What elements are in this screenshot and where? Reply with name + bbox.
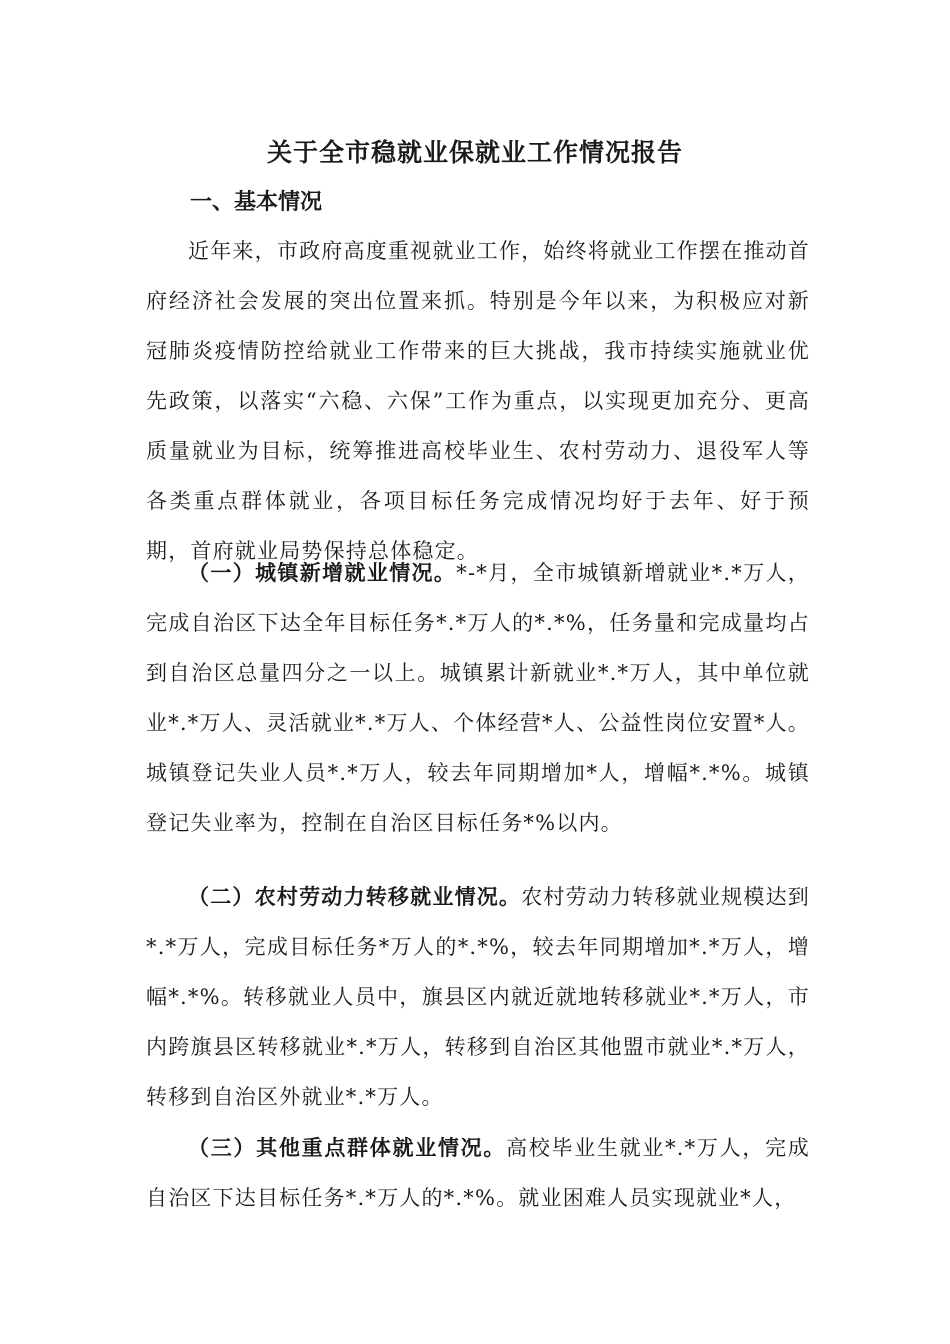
subsection-lead-urban-employment: （一）城镇新增就业情况。 [188,560,457,585]
paragraph-urban-employment [146,548,810,848]
subsection-text-rural-labor: 农村劳动力转移就业规模达到*.*万人，完成目标任务*万人的*.*%，较去年同期增加*.*万人，增幅*.*%。转移就业人员中，旗县区内就近就地转移就业*.*万人，市内跨旗县区转移就业*.*万人，转移到自治区其他盟市就业*.*万人，转移到自治区外就业*.*万人。 [146,885,810,1109]
section-heading-basic-situation: 一、基本情况 [190,189,323,215]
subsection-text-urban-employment: *-*月，全市城镇新增就业*.*万人，完成自治区下达全年目标任务*.*万人的*.*%，任务量和完成量均占到自治区总量四分之一以上。城镇累计新就业*.*万人，其中单位就业*.*万人、灵活就业*.*万人、个体经营*人、公益性岗位安置*人。城镇登记失业人员*.*万人，较去年同期增加*人，增幅*.*%。城镇登记失业率为，控制在自治区目标任务*%以内。 [146,561,810,835]
subsection-rural-labor [146,872,810,1122]
paragraph-key-groups [146,1123,810,1223]
document-title: 关于全市稳就业保就业工作情况报告 [266,138,683,167]
subsection-text-key-groups: 高校毕业生就业*.*万人，完成自治区下达目标任务*.*万人的*.*%。就业困难人员实现就业*人， [146,1136,810,1210]
subsection-lead-key-groups: （三）其他重点群体就业情况。 [188,1135,507,1160]
paragraph-rural-labor [146,872,810,1122]
intro-paragraph-block [146,226,810,576]
intro-paragraph: 近年来，市政府高度重视就业工作，始终将就业工作摆在推动首府经济社会发展的突出位置来抓。特别是今年以来，为积极应对新冠肺炎疫情防控给就业工作带来的巨大挑战，我市持续实施就业优先政策，以落实“六稳、六保”工作为重点，以实现更加充分、更高质量就业为目标，统筹推进高校毕业生、农村劳动力、退役军人等各类重点群体就业，各项目标任务完成情况均好于去年、好于预期，首府就业局势保持总体稳定。 [146,239,810,563]
subsection-lead-rural-labor: （二）农村劳动力转移就业情况。 [188,884,522,909]
subsection-key-groups [146,1123,810,1223]
subsection-urban-employment [146,548,810,848]
